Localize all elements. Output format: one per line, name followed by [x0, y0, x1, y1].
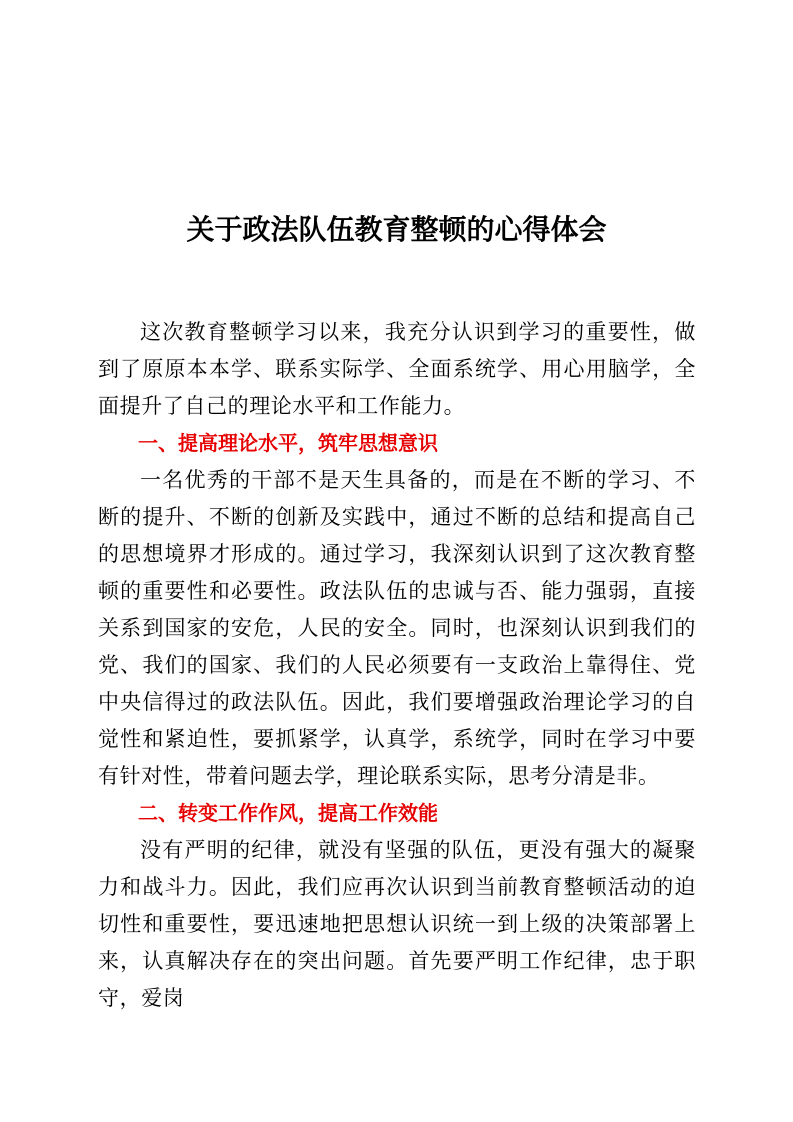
section-2-paragraph: 没有严明的纪律，就没有坚强的队伍，更没有强大的凝聚力和战斗力。因此，我们应再次认识到当前教育整顿活动的迫切性和重要性，要迅速地把思想认识统一到上级的决策部署上来，认真解决存在的突出问题。首先要严明工作纪律，忠于职守，爱岗: [98, 838, 696, 1010]
document-body: [98, 314, 696, 1017]
document-title: 关于政法队伍教育整顿的心得体会: [186, 213, 607, 246]
section-1-heading: 一、提高理论水平，筑牢思想意识: [138, 431, 438, 455]
section-1-paragraph: 一名优秀的干部不是天生具备的，而是在不断的学习、不断的提升、不断的创新及实践中，通过不断的总结和提高自己的思想境界才形成的。通过学习，我深刻认识到了这次教育整顿的重要性和必要性。政法队伍的忠诚与否、能力强弱，直接关系到国家的安危，人民的安全。同时，也深刻认识到我们的党、我们的国家、我们的人民必须要有一支政治上靠得住、党中央信得过的政法队伍。因此，我们要增强政治理论学习的自觉性和紧迫性，要抓紧学，认真学，系统学，同时在学习中要有针对性，带着问题去学，理论联系实际，思考分清是非。: [98, 468, 696, 788]
intro-paragraph: 这次教育整顿学习以来，我充分认识到学习的重要性，做到了原原本本学、联系实际学、全面系统学、用心用脑学，全面提升了自己的理论水平和工作能力。: [98, 320, 696, 418]
section-2-heading: 二、转变工作作风，提高工作效能: [138, 801, 438, 825]
